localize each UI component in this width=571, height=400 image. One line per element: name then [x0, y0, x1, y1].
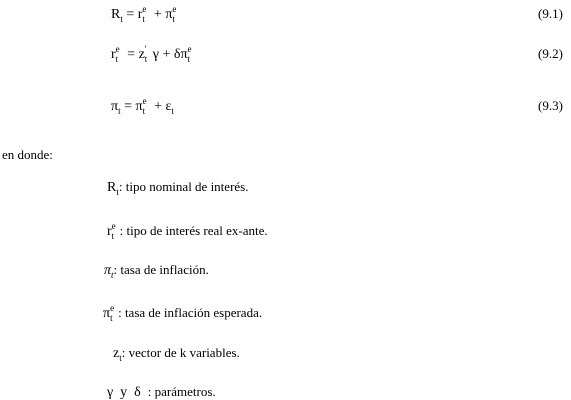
definition-text: : vector de k variables. [121, 345, 240, 360]
equation-9-2: r e t = z ' t γ + δπ e t [111, 44, 192, 64]
intro-text: en donde: [2, 147, 53, 162]
definition-vector [113, 346, 240, 361]
definition-text: : tipo de interés real ex-ante. [119, 223, 268, 239]
definition-text: : parámetros. [147, 384, 216, 399]
equation-number-9-3: (9.3) [538, 98, 563, 113]
definition-text: : tasa de inflación. [113, 262, 209, 277]
symbol-gamma-delta: γ y δ [107, 385, 148, 400]
definition-real-rate [107, 221, 268, 241]
definition-nominal-rate [107, 180, 248, 195]
definition-parameters [107, 385, 216, 400]
symbol-pite: π e t [103, 303, 115, 323]
equation-9-3: $\pi_t = \pi$ e t + $\varepsilon_t$ [111, 96, 174, 117]
definition-text: : tipo nominal de interés. [118, 179, 249, 194]
symbol-zt: $z_t$ [113, 346, 122, 363]
definition-expected-inflation [103, 303, 263, 323]
definition-inflation [104, 263, 209, 278]
equation-number-9-2: (9.2) [538, 46, 563, 61]
symbol-rte: r e t [107, 221, 116, 241]
equation-number-9-1: (9.1) [538, 6, 563, 21]
symbol-pit: $\pi_t$ [104, 263, 114, 280]
equation-9-1: $R_t = r$ e t + π e t [111, 4, 177, 25]
symbol-Rt: $R_t$ [107, 180, 119, 197]
definition-text: : tasa de inflación esperada. [118, 305, 263, 321]
